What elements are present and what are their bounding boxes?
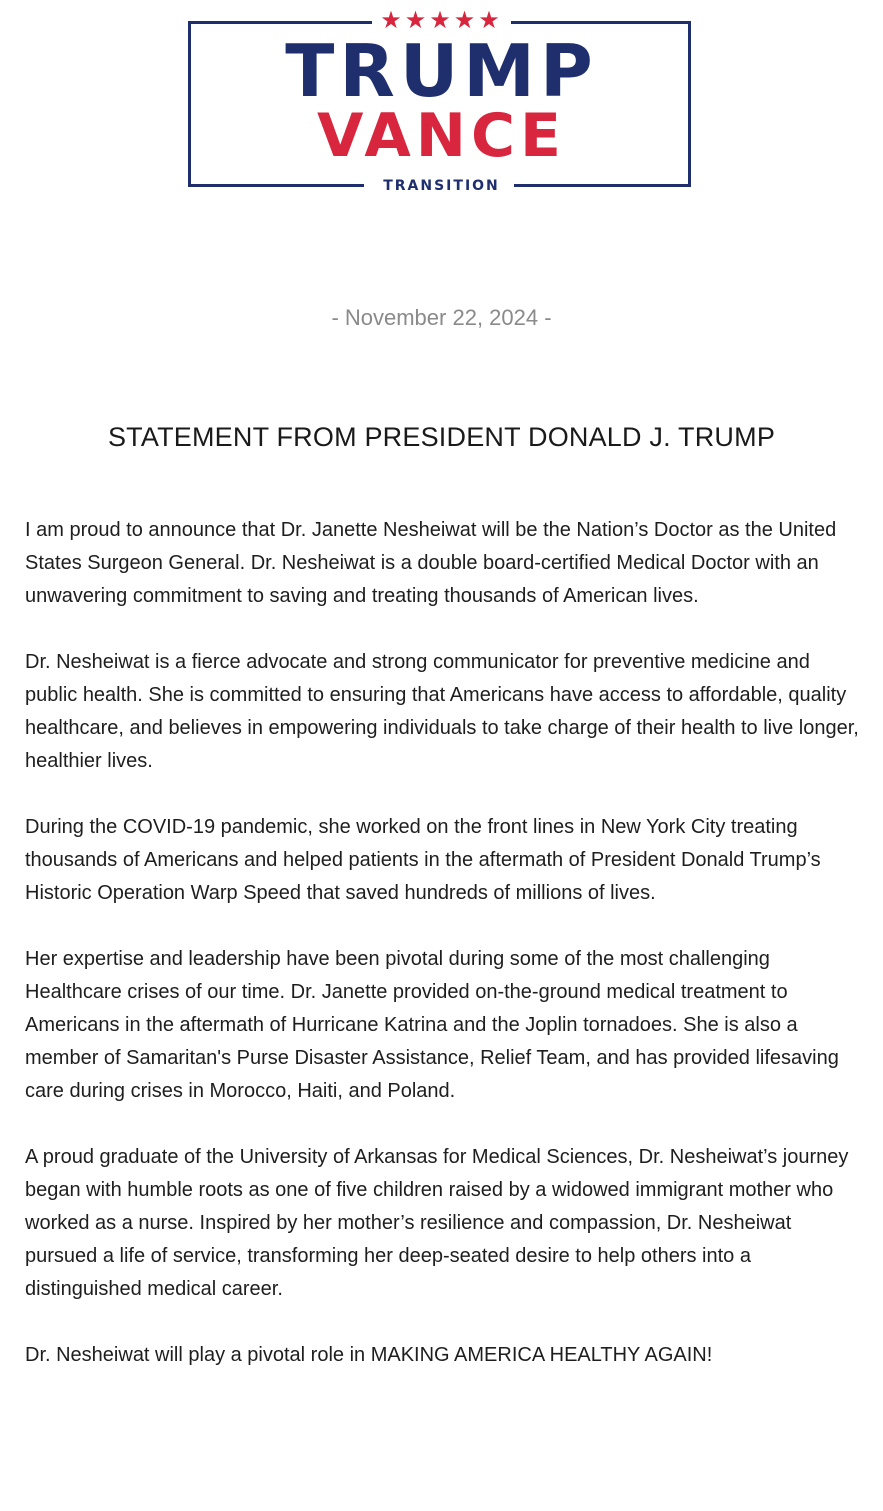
- logo-trump-text: TRUMP: [285, 29, 598, 113]
- paragraph-2: Dr. Nesheiwat is a fierce advocate and strong communicator for preventive medicine and public health. She is committed to ensuring that Americans have access to affordable, quality healthcare, and believes in empowering individuals to take charge of their health to live longer, healthier lives.: [25, 651, 859, 772]
- paragraph-5: A proud graduate of the University of Arkansas for Medical Sciences, Dr. Nesheiwat’s journey began with humble roots as one of five children raised by a widowed immigrant mother who worked as a nurse. Inspired by her mother’s resilience and compassion, Dr. Nesheiwat pursued a life of service, transforming her deep-seated desire to help others into a distinguished medical career.: [25, 1146, 849, 1300]
- statement-date: - November 22, 2024 -: [331, 305, 552, 330]
- paragraph-1: I am proud to announce that Dr. Janette Nesheiwat will be the Nation’s Doctor as the United States Surgeon General. Dr. Nesheiwat is a double board-certified Medical Doctor with an unwavering commitment to saving and treating thousands of American lives.: [25, 519, 837, 607]
- statement-body: [25, 514, 860, 1405]
- paragraph-3: During the COVID-19 pandemic, she worked on the front lines in New York City treating thousands of Americans and helped patients in the aftermath of President Donald Trump’s Historic Operation Warp Speed that saved hundreds of millions of lives.: [25, 816, 821, 904]
- logo-vance-text: VANCE: [316, 101, 567, 171]
- logo-stars-text: ★★★★★: [372, 7, 511, 34]
- statement-heading: STATEMENT FROM PRESIDENT DONALD J. TRUMP: [107, 422, 776, 452]
- logo-transition-text: TRANSITION: [383, 178, 500, 194]
- paragraph-6: Dr. Nesheiwat will play a pivotal role in MAKING AMERICA HEALTHY AGAIN!: [25, 1344, 713, 1366]
- paragraph-4: Her expertise and leadership have been pivotal during some of the most challenging Healthcare crises of our time. Dr. Janette provided on-the-ground medical treatment to Americans in the aftermath of Hurricane Katrina and the Joplin tornadoes. She is also a member of Samaritan's Purse Disaster Assistance, Relief Team, and has provided lifesaving care during crises in Morocco, Haiti, and Poland.: [25, 948, 839, 1102]
